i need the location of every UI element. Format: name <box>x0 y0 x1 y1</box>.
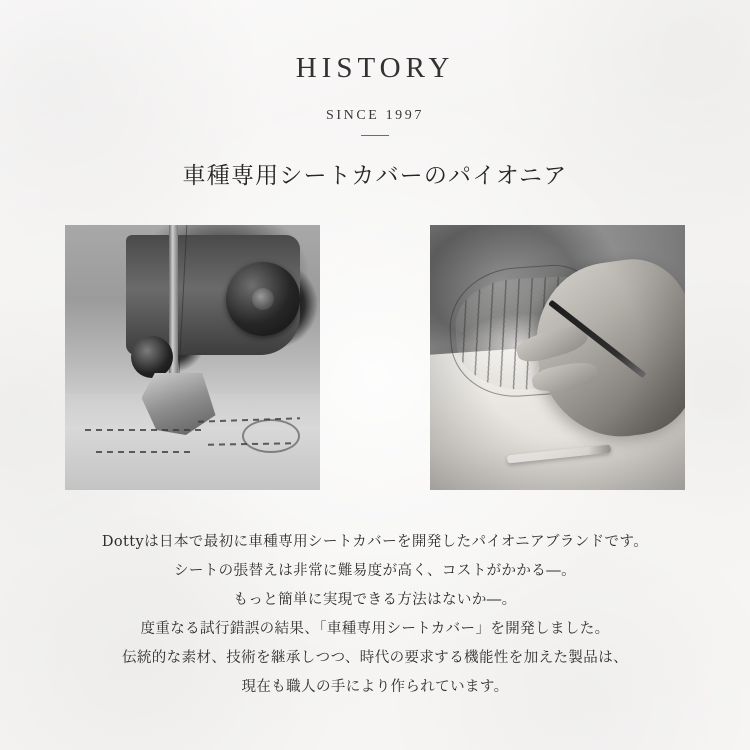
body-line: 伝統的な素材、技術を継承しつつ、時代の要求する機能性を加えた製品は、 <box>121 649 629 666</box>
body-line: もっと簡単に実現できる方法はないか―。 <box>233 591 517 608</box>
photo-row <box>65 225 685 490</box>
body-line: 度重なる試行錯誤の結果、「車種専用シートカバー」を開発しました。 <box>140 620 610 637</box>
body-line: Dottyは日本で最初に車種専用シートカバーを開発したパイオニアブランドです。 <box>101 533 649 550</box>
hand-sketching-photo <box>430 225 685 490</box>
bobbin-winder <box>131 336 173 378</box>
body-copy <box>45 528 705 702</box>
headline: 車種専用シートカバーのパイオニア <box>182 163 568 189</box>
photo-vignette <box>430 225 685 490</box>
hand-wheel <box>226 262 300 336</box>
stitch-line <box>85 429 202 431</box>
stitch-line <box>96 451 193 453</box>
sewing-machine-photo <box>65 225 320 490</box>
since-label: SINCE 1997 <box>326 108 424 123</box>
plate-marking <box>242 419 300 453</box>
body-line: 現在も職人の手により作られています。 <box>241 678 509 695</box>
page-title: HISTORY <box>295 52 455 84</box>
body-line: シートの張替えは非常に難易度が高く、コストがかかる―。 <box>173 562 576 579</box>
divider-rule <box>361 135 389 136</box>
